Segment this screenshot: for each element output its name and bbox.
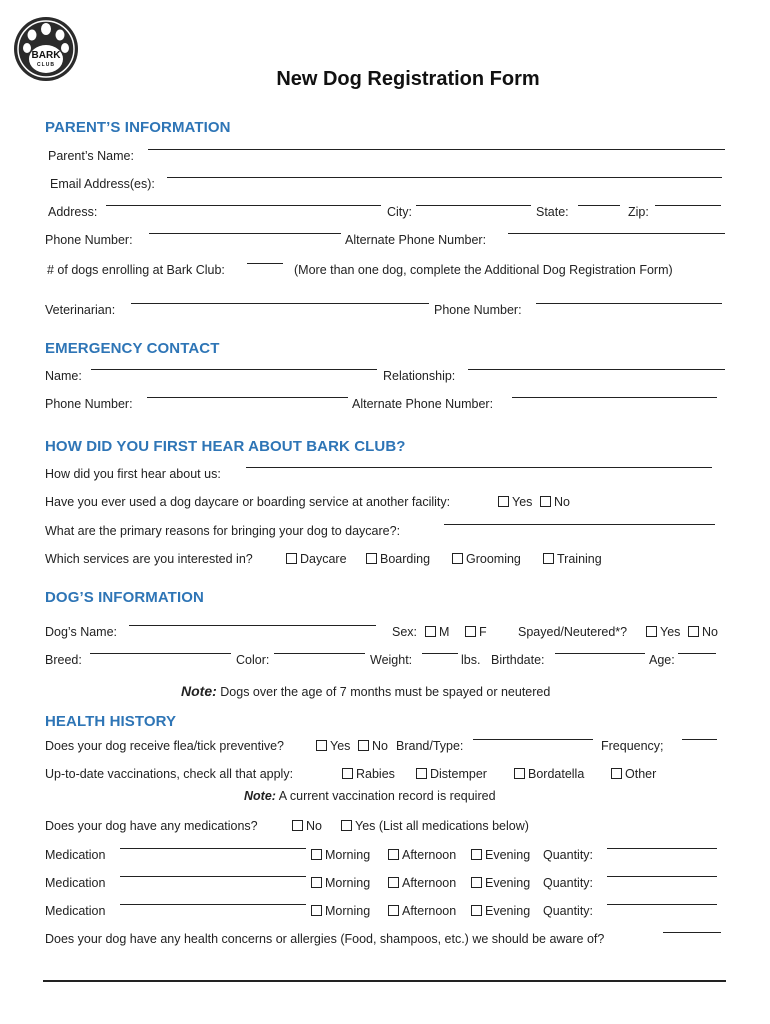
emergency-name-label: Name: (45, 369, 82, 383)
service-grooming[interactable] (452, 552, 521, 566)
dog-name-row (45, 625, 735, 643)
spayed-yes[interactable] (646, 625, 680, 639)
checkbox-icon (471, 849, 482, 860)
evening-label: Evening (485, 904, 531, 918)
spayed-no[interactable] (688, 625, 718, 639)
hear-q2-label: Have you ever used a dog daycare or boarding service at another facility: (45, 495, 451, 509)
age-label: Age: (649, 653, 675, 667)
logo-text-bark: BARK (31, 50, 61, 61)
zip-field[interactable] (655, 205, 721, 206)
hear-q3-label: What are the primary reasons for bringing your dog to daycare?: (45, 524, 401, 538)
vacc-note-text: A current vaccination record is required (278, 789, 496, 803)
vacc-distemper-label: Distemper (430, 767, 487, 781)
city-label: City: (387, 205, 412, 219)
emergency-name-field[interactable] (91, 369, 377, 370)
service-boarding-label: Boarding (380, 552, 431, 566)
medication-label: Medication (45, 904, 106, 918)
evening-label: Evening (485, 848, 531, 862)
checkbox-icon (452, 553, 463, 564)
frequency-label: Frequency; (601, 739, 664, 753)
parent-name-label: Parent’s Name: (48, 149, 134, 163)
section-heading-parent: PARENT’S INFORMATION (45, 119, 231, 136)
sex-f-option[interactable] (465, 625, 487, 639)
afternoon-option[interactable] (388, 876, 456, 890)
afternoon-label: Afternoon (402, 848, 457, 862)
afternoon-option[interactable] (388, 904, 456, 918)
form-title: New Dog Registration Form (276, 68, 540, 90)
birthdate-field[interactable] (555, 653, 645, 654)
quantity-field[interactable] (607, 904, 717, 905)
service-training-label: Training (557, 552, 602, 566)
address-field[interactable] (106, 205, 381, 206)
vet-label: Veterinarian: (45, 303, 116, 317)
vet-phone-label: Phone Number: (434, 303, 522, 317)
evening-option[interactable] (471, 848, 530, 862)
emergency-phone-field[interactable] (147, 397, 348, 398)
checkbox-icon (311, 905, 322, 916)
hear-q1-label: How did you first hear about us: (45, 467, 221, 481)
checkbox-icon (311, 849, 322, 860)
email-label: Email Address(es): (50, 177, 155, 191)
morning-option[interactable] (311, 876, 370, 890)
meds-no-label: No (306, 819, 322, 833)
checkbox-icon (316, 740, 327, 751)
medication-label: Medication (45, 848, 106, 862)
relationship-label: Relationship: (383, 369, 456, 383)
checkbox-icon (341, 820, 352, 831)
vacc-rabies-label: Rabies (356, 767, 395, 781)
checkbox-icon (311, 877, 322, 888)
birthdate-label: Birthdate: (491, 653, 545, 667)
vacc-note-label: Note: (244, 789, 276, 803)
spayed-no-label: No (702, 625, 718, 639)
breed-label: Breed: (45, 653, 82, 667)
medication-field[interactable] (120, 876, 306, 877)
checkbox-icon (543, 553, 554, 564)
section-heading-emergency: EMERGENCY CONTACT (45, 340, 220, 357)
afternoon-label: Afternoon (402, 904, 457, 918)
hear-q2-yes-label: Yes (512, 495, 533, 509)
emergency-alt-phone-field[interactable] (512, 397, 717, 398)
flea-no-label: No (372, 739, 388, 753)
dogs-count-field[interactable] (247, 263, 283, 264)
afternoon-option[interactable] (388, 848, 456, 862)
section-heading-health: HEALTH HISTORY (45, 713, 177, 730)
emergency-name-row (45, 369, 735, 387)
dogs-count-label: # of dogs enrolling at Bark Club: (47, 263, 225, 277)
brand-label: Brand/Type: (396, 739, 464, 753)
section-heading-dog: DOG’S INFORMATION (45, 589, 204, 606)
service-grooming-label: Grooming (466, 552, 521, 566)
hear-q1-field[interactable] (246, 467, 712, 468)
parent-alt-phone-field[interactable] (508, 233, 725, 234)
breed-row (45, 653, 735, 671)
parent-name-row (45, 149, 735, 167)
dog-name-label: Dog’s Name: (45, 625, 118, 639)
sex-m-option[interactable] (425, 625, 449, 639)
checkbox-icon (292, 820, 303, 831)
hear-q2-yes[interactable] (498, 495, 532, 509)
sex-m-label: M (439, 625, 450, 639)
emergency-phone-label: Phone Number: (45, 397, 133, 411)
state-label: State: (536, 205, 569, 219)
hear-q3-row (45, 524, 735, 542)
vet-phone-field[interactable] (536, 303, 722, 304)
service-daycare[interactable] (286, 552, 347, 566)
spayed-label: Spayed/Neutered*? (518, 625, 628, 639)
medication-row (45, 904, 735, 922)
vacc-rabies[interactable] (342, 767, 395, 781)
age-field[interactable] (678, 653, 716, 654)
medication-field[interactable] (120, 848, 306, 849)
checkbox-icon (514, 768, 525, 779)
dog-name-field[interactable] (129, 625, 376, 626)
parent-phone-row (45, 233, 735, 251)
checkbox-icon (388, 877, 399, 888)
spay-note (181, 683, 550, 699)
section-heading-hear: HOW DID YOU FIRST HEAR ABOUT BARK CLUB? (45, 438, 406, 455)
dogs-count-note: (More than one dog, complete the Additional Dog Registration Form) (294, 263, 673, 277)
vacc-bordatella[interactable] (514, 767, 584, 781)
address-label: Address: (48, 205, 98, 219)
email-row (45, 177, 735, 195)
flea-label: Does your dog receive flea/tick preventive? (45, 739, 285, 753)
concerns-row (45, 932, 735, 950)
checkbox-icon (388, 905, 399, 916)
concerns-label: Does your dog have any health concerns or allergies (Food, shampoos, etc.) we should be aware of? (45, 932, 605, 946)
morning-option[interactable] (311, 904, 370, 918)
meds-label: Does your dog have any medications? (45, 819, 258, 833)
checkbox-icon (388, 849, 399, 860)
sex-f-label: F (479, 625, 487, 639)
meds-yes-label: Yes (List all medications below) (355, 819, 529, 833)
bottom-divider (43, 980, 726, 982)
meds-no[interactable] (292, 819, 322, 833)
checkbox-icon (416, 768, 427, 779)
hear-q2-no-label: No (554, 495, 570, 509)
flea-yes[interactable] (316, 739, 350, 753)
dogs-count-row (45, 263, 735, 281)
color-label: Color: (236, 653, 270, 667)
vacc-distemper[interactable] (416, 767, 487, 781)
checkbox-icon (688, 626, 699, 637)
hear-q3-field[interactable] (444, 524, 715, 525)
medication-label: Medication (45, 876, 106, 890)
address-row (45, 205, 735, 223)
frequency-field[interactable] (682, 739, 717, 740)
spayed-yes-label: Yes (660, 625, 681, 639)
hear-q2-no[interactable] (540, 495, 570, 509)
checkbox-icon (471, 877, 482, 888)
sex-label: Sex: (392, 625, 418, 639)
vacc-row (45, 767, 735, 785)
emergency-alt-phone-label: Alternate Phone Number: (352, 397, 494, 411)
quantity-field[interactable] (607, 876, 717, 877)
morning-option[interactable] (311, 848, 370, 862)
vacc-note (244, 789, 496, 803)
vacc-bordatella-label: Bordatella (528, 767, 585, 781)
concerns-field[interactable] (663, 932, 721, 933)
flea-yes-label: Yes (330, 739, 351, 753)
color-field[interactable] (274, 653, 365, 654)
relationship-field[interactable] (468, 369, 725, 370)
brand-field[interactable] (473, 739, 593, 740)
parent-phone-label: Phone Number: (45, 233, 133, 247)
checkbox-icon (358, 740, 369, 751)
quantity-label: Quantity: (543, 848, 594, 862)
state-field[interactable] (578, 205, 620, 206)
morning-label: Morning (325, 876, 371, 890)
parent-name-field[interactable] (148, 149, 725, 150)
checkbox-icon (646, 626, 657, 637)
vet-field[interactable] (131, 303, 429, 304)
vacc-label: Up-to-date vaccinations, check all that apply: (45, 767, 294, 781)
lbs-label: lbs. (461, 653, 481, 667)
service-daycare-label: Daycare (300, 552, 347, 566)
city-field[interactable] (416, 205, 531, 206)
emergency-phone-row (45, 397, 735, 415)
afternoon-label: Afternoon (402, 876, 457, 890)
vacc-other-label: Other (625, 767, 657, 781)
checkbox-icon (425, 626, 436, 637)
checkbox-icon (498, 496, 509, 507)
checkbox-icon (465, 626, 476, 637)
morning-label: Morning (325, 904, 371, 918)
checkbox-icon (540, 496, 551, 507)
vacc-other[interactable] (611, 767, 656, 781)
morning-label: Morning (325, 848, 371, 862)
parent-phone-field[interactable] (149, 233, 341, 234)
weight-field[interactable] (422, 653, 458, 654)
service-training[interactable] (543, 552, 602, 566)
logo-text-club: CLUB (37, 62, 55, 68)
hear-q1-row (45, 467, 735, 485)
spay-note-text: Dogs over the age of 7 months must be spayed or neutered (220, 685, 551, 699)
checkbox-icon (611, 768, 622, 779)
medication-row (45, 876, 735, 894)
checkbox-icon (286, 553, 297, 564)
flea-no[interactable] (358, 739, 388, 753)
hear-q4-row (45, 552, 735, 570)
evening-option[interactable] (471, 904, 530, 918)
spay-note-label: Note: (181, 683, 217, 699)
quantity-label: Quantity: (543, 876, 594, 890)
flea-row (45, 739, 735, 757)
breed-field[interactable] (90, 653, 231, 654)
meds-yes[interactable] (341, 819, 529, 833)
checkbox-icon (366, 553, 377, 564)
medication-field[interactable] (120, 904, 306, 905)
email-field[interactable] (167, 177, 722, 178)
parent-alt-phone-label: Alternate Phone Number: (345, 233, 487, 247)
vet-row (45, 303, 735, 321)
checkbox-icon (471, 905, 482, 916)
quantity-field[interactable] (607, 848, 717, 849)
zip-label: Zip: (628, 205, 649, 219)
weight-label: Weight: (370, 653, 413, 667)
service-boarding[interactable] (366, 552, 430, 566)
meds-row (45, 819, 735, 837)
evening-option[interactable] (471, 876, 530, 890)
quantity-label: Quantity: (543, 904, 594, 918)
hear-q2-row (45, 495, 735, 513)
checkbox-icon (342, 768, 353, 779)
evening-label: Evening (485, 876, 531, 890)
medication-row (45, 848, 735, 866)
hear-q4-label: Which services are you interested in? (45, 552, 253, 566)
